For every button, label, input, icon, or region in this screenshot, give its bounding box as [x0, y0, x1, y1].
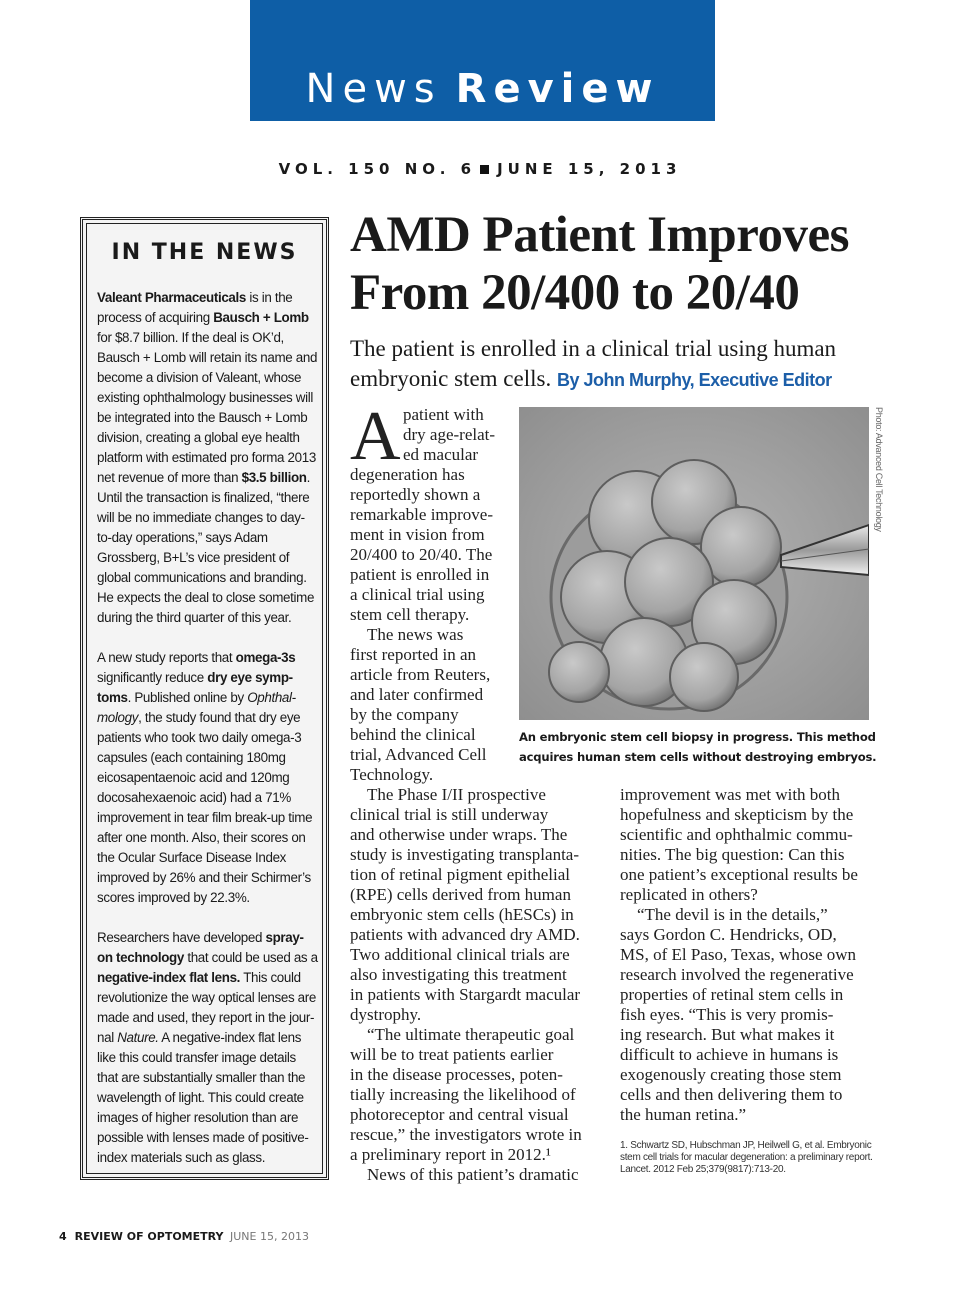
folio-date: JUNE 15, 2013 — [229, 1230, 309, 1243]
issue-date: JUNE 15, 2013 — [497, 160, 682, 178]
stem-cell-photo — [519, 407, 869, 720]
article-line: says Gordon C. Hendricks, OD, — [620, 925, 837, 944]
article-line: reportedly shown a — [350, 485, 481, 504]
article-line: research involved the regenerative — [620, 965, 854, 984]
caption-line-2: acquires human stem cells without destroying embryos. — [519, 750, 877, 764]
page-number: 4 — [59, 1230, 67, 1243]
article-line: improvement was met with both — [620, 785, 841, 804]
article-line: in patients with Stargardt macular — [350, 985, 581, 1004]
article-line: difficult to achieve in humans is — [620, 1045, 839, 1064]
article-line: ed macular — [403, 445, 479, 464]
article-line: trial, Advanced Cell — [350, 745, 487, 764]
footnote: 1. Schwartz SD, Hubschman JP, Heilwell G, et al. Embryonic stem cell trials for macular degeneration: a preliminary report. Lancet. 2012 Feb 25;379(9817):713-20. — [620, 1140, 873, 1175]
article-line: The Phase I/II prospective — [367, 785, 546, 804]
issue-line — [0, 160, 960, 178]
article-line: fish eyes. “This is very promis- — [620, 1005, 834, 1024]
article-line: scientific and ophthalmic commu- — [620, 825, 853, 844]
article-line: embryonic stem cells (hESCs) in — [350, 905, 574, 924]
article-line: also investigating this treatment — [350, 965, 567, 984]
sidebar-title: IN THE NEWS — [111, 240, 298, 265]
article-line: patient is enrolled in — [350, 565, 490, 584]
sidebar-item-valeant: Valeant Pharmaceuticals is in the process of acquiring Bausch + Lomb for $8.7 billion. If the deal is OK’d, Bausch + Lomb will retain its name and become a division of Valeant, whose existing ophthalmology businesses will be integrated into the Bausch + Lomb division, creating a global eye health platform with estimated pro forma 2013 net revenue of more than $3.5 billion. Until the transaction is finalized, “there will be no immediate changes to day-to-day operations,” says Adam Grossberg, B+L’s vice president of global communications and branding. He expects the deal to close sometime during the third quarter of this year. — [97, 290, 318, 625]
drop-cap: A — [350, 398, 401, 475]
article-line: Two additional clinical trials are — [350, 945, 570, 964]
article-line: degeneration has — [350, 465, 465, 484]
photo-caption — [519, 727, 879, 767]
article-line: The news was — [367, 625, 464, 644]
headline-line-1: AMD Patient Improves — [350, 207, 849, 263]
article-line: study is investigating transplanta- — [350, 845, 579, 864]
embryo-micrograph-image — [519, 407, 869, 720]
article-line: a clinical trial using — [350, 585, 485, 604]
article-line: tion of retinal pigment epithelial — [350, 865, 570, 884]
article-line: first reported in an — [350, 645, 477, 664]
article-line: clinical trial is still underway — [350, 805, 549, 824]
article-line: (RPE) cells derived from human — [350, 885, 571, 904]
article-line: one patient’s exceptional results be — [620, 865, 858, 884]
magazine-name: REVIEW OF OPTOMETRY — [74, 1230, 224, 1243]
article-line: “The ultimate therapeutic goal — [367, 1025, 575, 1044]
article-line: dry age-relat- — [403, 425, 496, 444]
sidebar-item-flat-lens: Researchers have developed spray-on technology that could be used as a negative-index flat lens. This could revolutionize the way optical lenses are made and used, they report in the journal Nature. A negative-index flat lens like this could transfer image details that are substantially smaller than the wavelength of light. This could create images of higher resolution than are possible with lenses made of positive-index materials such as glass. — [97, 930, 318, 1165]
article-line: remarkable improve- — [350, 505, 494, 524]
article-line: cells and then delivering them to — [620, 1085, 843, 1104]
article-line: nities. The big question: Can this — [620, 845, 845, 864]
article-line: in the disease processes, poten- — [350, 1065, 563, 1084]
article-line: photoreceptor and central visual — [350, 1105, 569, 1124]
sidebar-body — [97, 288, 319, 1188]
sidebar-item-omega3: A new study reports that omega-3s significantly reduce dry eye symptoms. Published online by Ophthalmology, the study found that dry eye patients who took two daily omega-3 capsules (each containing 180mg eicosapentaenoic acid and 120mg docosahexaenoic acid) had a 71% improvement in tear film break-up time after one month. Also, their scores on the Ocular Surface Disease Index improved by 26% and their Schirmer’s scores improved by 22.3%. — [97, 650, 313, 905]
deck-text: The patient is enrolled in a clinical trial using human embryonic stem cells. — [350, 336, 837, 391]
article-line: and otherwise under wraps. The — [350, 825, 568, 844]
article-line: MS, of El Paso, Texas, whose own — [620, 945, 857, 964]
section-banner — [250, 0, 715, 121]
article-line: ment in vision from — [350, 525, 485, 544]
square-bullet-icon — [480, 165, 489, 174]
article-line: will be to treat patients earlier — [350, 1045, 554, 1064]
article-line: tially increasing the likelihood of — [350, 1085, 576, 1104]
byline: By John Murphy, Executive Editor — [556, 370, 832, 390]
article-line: Technology. — [350, 765, 434, 784]
article-line: “The devil is in the details,” — [637, 905, 828, 924]
article-deck — [350, 334, 890, 395]
photo-credit: Photo: Advanced Cell Technology — [874, 407, 884, 532]
article-line: dystrophy. — [350, 1005, 422, 1024]
article-line: rescue,” the investigators wrote in — [350, 1125, 582, 1144]
article-line: behind the clinical — [350, 725, 476, 744]
article-line: by the company — [350, 705, 459, 724]
article-line: replicated in others? — [620, 885, 758, 904]
article-headline — [350, 206, 910, 322]
article-line: patients with advanced dry AMD. — [350, 925, 580, 944]
article-line: stem cell therapy. — [350, 605, 470, 624]
article-line: ing research. But what makes it — [620, 1025, 835, 1044]
article-line: and later confirmed — [350, 685, 484, 704]
article-line: exogenously creating those stem — [620, 1065, 842, 1084]
page-folio — [59, 1230, 309, 1243]
article-line: a preliminary report in 2012.¹ — [350, 1145, 552, 1164]
article-column-2 — [620, 785, 858, 1125]
issue-volume: VOL. 150 NO. 6 — [278, 160, 477, 178]
headline-line-2: From 20/400 to 20/40 — [350, 265, 800, 321]
article-line: the human retina.” — [620, 1105, 747, 1124]
article-line: hopefulness and skepticism by the — [620, 805, 854, 824]
section-title: News Review — [305, 66, 660, 112]
in-the-news-sidebar — [80, 217, 329, 1180]
caption-line-1: An embryonic stem cell biopsy in progress. This method — [519, 730, 876, 744]
article-line: 20/400 to 20/40. The — [350, 545, 493, 564]
article-line: News of this patient’s dramatic — [367, 1165, 579, 1184]
article-line: article from Reuters, — [350, 665, 491, 684]
article-line: patient with — [403, 405, 484, 424]
article-line: properties of retinal stem cells in — [620, 985, 844, 1004]
